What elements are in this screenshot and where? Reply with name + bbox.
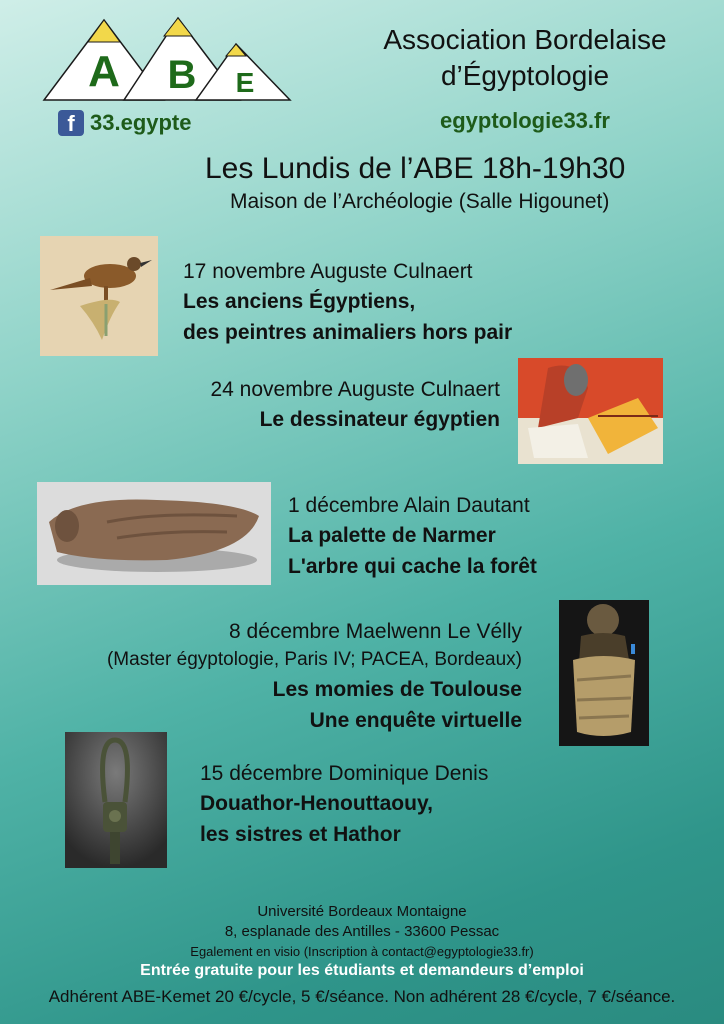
talk-4-date-speaker: 8 décembre Maelwenn Le Vélly <box>229 620 522 643</box>
logo-letter-e: E <box>235 67 255 98</box>
visio-note: Egalement en visio (Inscription à contact@egyptologie33.fr) <box>190 944 534 959</box>
series-title: Les Lundis de l’ABE 18h-19h30 <box>205 152 626 185</box>
organization-name <box>350 22 700 94</box>
talk-1-title-line-2: des peintres animaliers hors pair <box>183 321 513 344</box>
talk-3-title-line-1: La palette de Narmer <box>288 524 496 547</box>
talk-3-date-speaker: 1 décembre Alain Dautant <box>288 494 530 517</box>
talk-3 <box>288 492 537 582</box>
talk-5-title-line-2: les sistres et Hathor <box>200 823 401 846</box>
talk-4-title-line-2: Une enquête virtuelle <box>309 709 522 732</box>
org-line-1: Association Bordelaise <box>383 24 667 55</box>
talk-1-date-speaker: 17 novembre Auguste Culnaert <box>183 260 473 283</box>
talk-4-affiliation: (Master égyptologie, Paris IV; PACEA, Bordeaux) <box>106 649 522 670</box>
talk-1 <box>183 258 512 348</box>
talk-5 <box>200 760 488 850</box>
talk-5-title-line-1: Douathor-Henouttaouy, <box>200 792 433 815</box>
logo-letter-a: A <box>88 47 120 96</box>
org-line-2: d’Égyptologie <box>440 60 610 91</box>
egyptian-drawing-image <box>518 358 663 464</box>
free-entry-note: Entrée gratuite pour les étudiants et demandeurs d’emploi <box>140 962 584 979</box>
facebook-handle: 33.egypte <box>90 110 192 135</box>
website-link[interactable]: egyptologie33.fr <box>440 108 610 133</box>
facebook-icon: f <box>58 110 84 136</box>
address: 8, esplanade des Antilles - 33600 Pessac <box>224 923 500 940</box>
talk-1-title-line-1: Les anciens Égyptiens, <box>183 290 416 313</box>
facebook-link[interactable] <box>58 110 192 136</box>
talk-4-title-line-1: Les momies de Toulouse <box>272 678 522 701</box>
talk-2 <box>138 376 500 435</box>
talk-2-title-line-1: Le dessinateur égyptien <box>259 408 500 431</box>
talk-4 <box>20 618 522 736</box>
narmer-palette-image <box>37 482 271 585</box>
talk-2-date-speaker: 24 novembre Auguste Culnaert <box>210 378 500 401</box>
bird-painting-image <box>40 236 158 356</box>
logo-letter-b: B <box>167 53 197 97</box>
mummy-image <box>559 600 649 746</box>
pricing: Adhérent ABE-Kemet 20 €/cycle, 5 €/séance. Non adhérent 28 €/cycle, 7 €/séance. <box>48 987 676 1006</box>
venue: Maison de l’Archéologie (Salle Higounet) <box>230 190 610 213</box>
abe-logo <box>40 16 292 104</box>
sistrum-image <box>65 732 167 868</box>
university-name: Université Bordeaux Montaigne <box>257 903 467 920</box>
talk-5-date-speaker: 15 décembre Dominique Denis <box>200 762 489 785</box>
talk-3-title-line-2: L'arbre qui cache la forêt <box>288 555 537 578</box>
